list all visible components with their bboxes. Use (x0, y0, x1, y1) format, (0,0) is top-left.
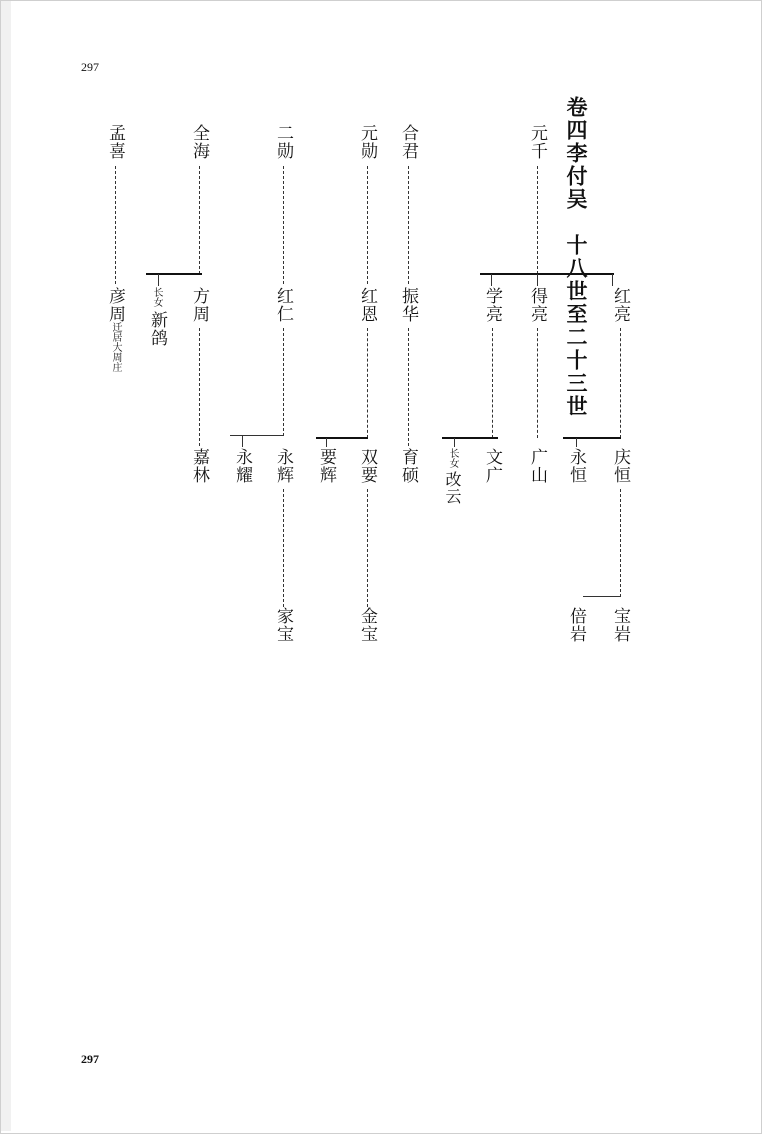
connector (537, 328, 538, 438)
connector (537, 166, 538, 274)
person-shuangyao: 双要 (357, 448, 377, 484)
connector (612, 274, 613, 286)
sibling-bar (442, 437, 498, 439)
connector (620, 328, 621, 438)
connector (199, 166, 200, 274)
person-yanzhou: 彦周 (105, 287, 125, 323)
person-jialin: 嘉林 (189, 448, 209, 484)
connector (326, 438, 327, 447)
connector (283, 166, 284, 284)
person-yonghui: 永辉 (273, 448, 293, 484)
person-hongen: 红恩 (357, 287, 377, 323)
person-hongren: 红仁 (273, 287, 293, 323)
sibling-bar (583, 596, 621, 597)
person-fangzhou: 方周 (189, 287, 209, 323)
connector (576, 438, 577, 447)
person-quanhai: 全海 (189, 124, 209, 160)
page-title: 卷四李付吴 十八世至二十三世 (564, 96, 588, 418)
sibling-bar (480, 273, 614, 275)
connector (199, 328, 200, 446)
connector (367, 328, 368, 438)
person-yongyao: 永耀 (232, 448, 252, 484)
person-gaiyun: 改云 (443, 471, 462, 505)
page-number-top: 297 (81, 60, 99, 74)
person-beiyan: 倍岩 (566, 607, 586, 643)
person-yushuo: 育硕 (398, 448, 418, 484)
connector (115, 166, 116, 284)
person-yuanqian: 元千 (527, 124, 547, 160)
connector (158, 274, 159, 286)
connector (408, 328, 409, 446)
note-relocated: 迁居大周庄 (110, 322, 121, 372)
note-eldest-daughter: 长女 (151, 287, 162, 307)
person-jiabao: 家宝 (273, 607, 293, 643)
person-xueliang: 学亮 (482, 287, 502, 323)
person-yongheng: 永恒 (566, 448, 586, 484)
person-jinbao: 金宝 (357, 607, 377, 643)
connector (537, 274, 538, 286)
connector (242, 436, 243, 447)
connector (454, 438, 455, 447)
connector (620, 489, 621, 597)
page-number-bottom: 297 (81, 1052, 99, 1066)
connector (367, 166, 368, 284)
sibling-bar (316, 437, 368, 439)
connector (492, 328, 493, 438)
sibling-bar (230, 435, 284, 436)
connector (367, 489, 368, 607)
person-xinge: 新鸽 (147, 311, 167, 347)
sibling-bar (563, 437, 621, 439)
person-deliang: 得亮 (527, 287, 547, 323)
person-qingheng: 庆恒 (610, 448, 630, 484)
connector (408, 166, 409, 284)
connector (491, 274, 492, 286)
person-wenguang: 文广 (482, 448, 502, 484)
person-hejun: 合君 (398, 124, 418, 160)
person-guangshan: 广山 (527, 448, 547, 484)
note-eldest-daughter: 长女 (447, 448, 458, 468)
person-mengxi: 孟喜 (105, 124, 125, 160)
person-yuanxun: 元勋 (357, 124, 377, 160)
person-hongliang: 红亮 (610, 287, 630, 323)
sibling-bar (146, 273, 202, 275)
person-erxun: 二勋 (273, 124, 293, 160)
person-yaohui: 要辉 (316, 448, 336, 484)
person-baoyan: 宝岩 (610, 607, 630, 643)
connector (283, 328, 284, 436)
person-zhenhua: 振华 (398, 287, 418, 323)
page-edge-shadow (1, 1, 11, 1131)
connector (283, 489, 284, 607)
